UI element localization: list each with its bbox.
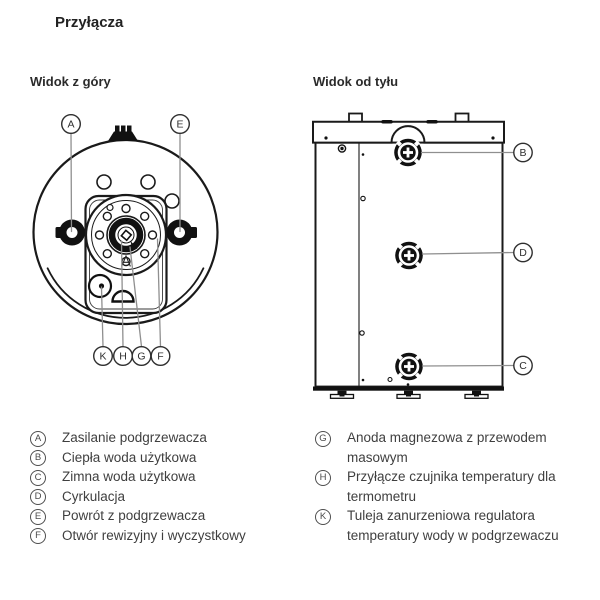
legend-item-b	[30, 448, 300, 468]
legend-item-h	[315, 467, 573, 506]
legend-item-c	[30, 467, 300, 487]
pipe-knob-b	[394, 139, 422, 167]
legend-item-e	[30, 506, 300, 526]
base-bar	[313, 387, 504, 391]
legend-item-d	[30, 487, 300, 507]
rear-view-heading: Widok od tyłu	[313, 74, 399, 89]
legend-text-d: Cyrkulacja	[62, 488, 126, 504]
rear-view-callouts	[514, 143, 532, 374]
callout-g	[132, 347, 151, 366]
foot-right	[465, 391, 488, 399]
legend-key-c: C	[30, 470, 46, 486]
legend-item-g	[315, 428, 573, 467]
callout-e-label: E	[176, 118, 184, 131]
callout-a	[62, 115, 81, 134]
legend-key-h: H	[315, 470, 331, 486]
legend-text-a: Zasilanie podgrzewacza	[62, 430, 207, 445]
callout-d	[514, 243, 532, 261]
immersion-sleeve	[89, 275, 111, 297]
legend-text-h: Przyłącze czujnika temperatury dla termometru	[347, 469, 556, 504]
legend-text-b: Ciepła woda użytkowa	[62, 449, 197, 465]
legend-text-g: Anoda magnezowa z przewodem masowym	[347, 430, 547, 465]
callout-b	[514, 143, 532, 161]
foot-left	[331, 391, 354, 399]
callout-g-label: G	[137, 350, 146, 363]
callout-k	[94, 347, 113, 366]
legend-right-column	[315, 428, 573, 545]
legend-key-e: E	[30, 509, 46, 525]
callout-a-label: A	[67, 118, 75, 131]
callout-k-label: K	[99, 350, 107, 363]
pipe-knob-d	[395, 242, 423, 270]
legend-item-k	[315, 506, 573, 545]
legend-key-k: K	[315, 509, 331, 525]
callout-e	[171, 115, 190, 134]
legend-key-a: A	[30, 431, 46, 447]
legend-key-g: G	[315, 431, 331, 447]
callout-f-label: F	[157, 350, 164, 363]
legend-text-f: Otwór rewizyjny i wyczystkowy	[62, 527, 246, 543]
callout-h-label: H	[119, 350, 127, 363]
legend-text-e: Powrót z podgrzewacza	[62, 508, 206, 523]
foot-center	[397, 391, 420, 399]
callout-d-label: D	[519, 247, 527, 260]
callout-c	[514, 356, 532, 374]
half-disc-detail	[113, 291, 134, 302]
flange	[86, 195, 166, 275]
pipe-knob-c	[395, 353, 423, 381]
rear-view-diagram	[313, 114, 532, 399]
callout-f	[151, 347, 170, 366]
legend-key-b: B	[30, 450, 46, 466]
callout-b-label: B	[519, 147, 527, 160]
legend-left-column	[30, 428, 300, 545]
top-cap-stub	[108, 126, 138, 142]
callout-h	[114, 347, 133, 366]
page-title: Przyłącza	[55, 14, 124, 31]
legend-item-a	[30, 428, 300, 448]
top-view-diagram	[34, 115, 218, 366]
legend-key-d: D	[30, 489, 46, 505]
legend-item-f	[30, 526, 300, 546]
legend-text-k: Tuleja zanurzeniowa regulatora temperatury wody w podgrzewaczu	[347, 508, 559, 543]
legend-key-f: F	[30, 528, 46, 544]
callout-c-label: C	[519, 360, 527, 373]
legend-text-c: Zimna woda użytkowa	[62, 469, 196, 484]
top-view-heading: Widok z góry	[30, 74, 111, 89]
